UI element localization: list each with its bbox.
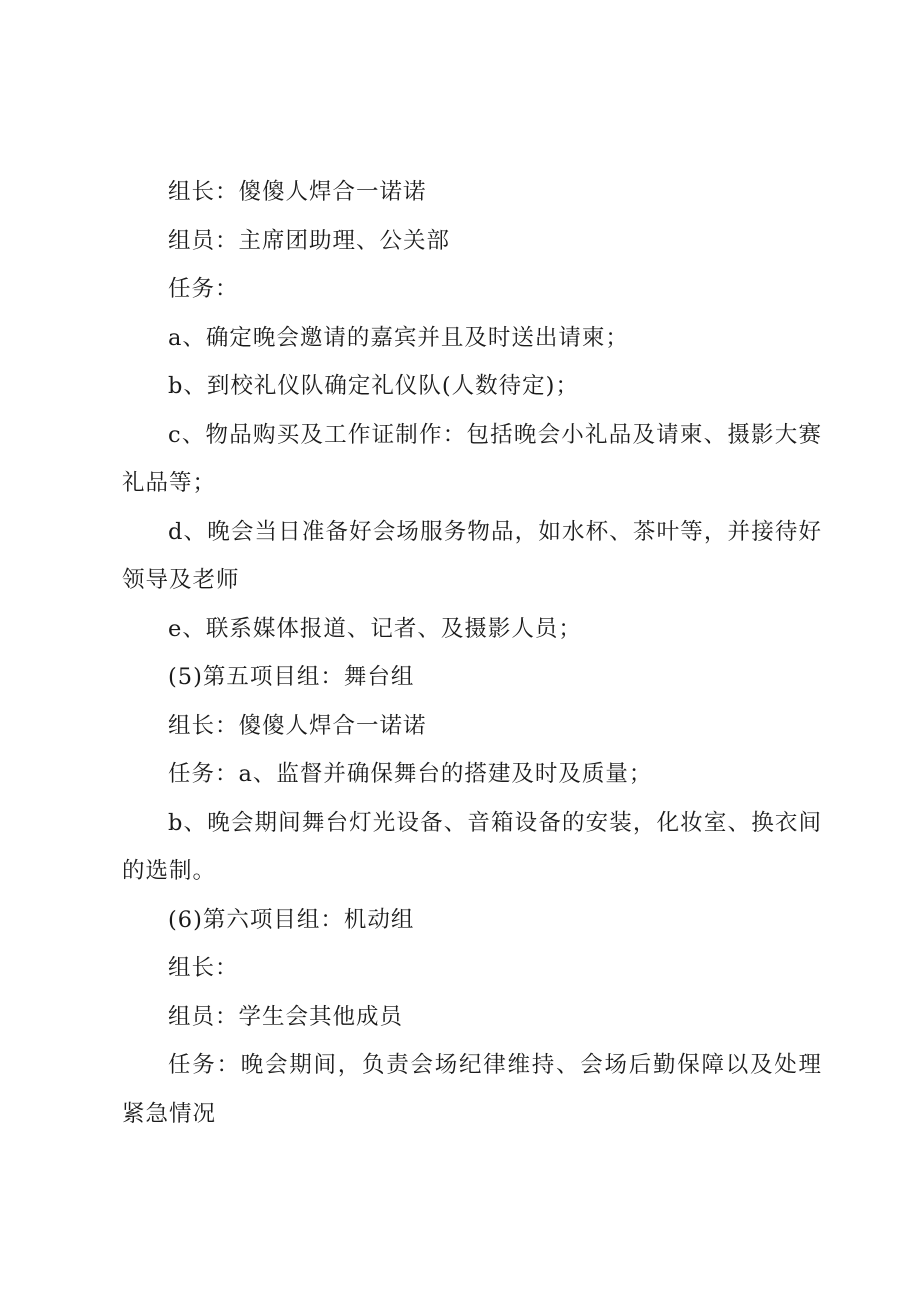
document-body bbox=[122, 168, 822, 1138]
paragraph-task-a: a、确定晚会邀请的嘉宾并且及时送出请柬； bbox=[168, 324, 629, 351]
paragraph-task-mobile: 任务：晚会期间，负责会场纪律维持、会场后勤保障以及处理紧急情况 bbox=[122, 1052, 822, 1127]
section-heading-mobile: (6)第六项目组：机动组 bbox=[168, 906, 415, 933]
paragraph-stage-task-b: b、晚会期间舞台灯光设备、音箱设备的安装，化妆室、换衣间的选制。 bbox=[122, 809, 822, 884]
paragraph-members-mobile: 组员：学生会其他成员 bbox=[168, 1003, 404, 1030]
paragraph-stage-task-a: 任务：a、监督并确保舞台的搭建及时及质量； bbox=[168, 761, 653, 787]
paragraph-leader-stage: 组长：傻傻人焊合一诺诺 bbox=[168, 712, 427, 739]
paragraph-task-c: c、物品购买及工作证制作：包括晚会小礼品及请柬、摄影大赛礼品等； bbox=[122, 421, 822, 496]
paragraph-leader-1: 组长：傻傻人焊合一诺诺 bbox=[168, 179, 427, 205]
paragraph-members-1: 组员：主席团助理、公关部 bbox=[168, 227, 451, 254]
paragraph-task-e: e、联系媒体报道、记者、及摄影人员； bbox=[168, 615, 582, 642]
paragraph-task-b: b、到校礼仪队确定礼仪队(人数待定)； bbox=[168, 373, 579, 399]
paragraph-leader-mobile: 组长： bbox=[168, 955, 239, 981]
paragraph-task-heading: 任务： bbox=[168, 276, 239, 302]
paragraph-task-d: d、晚会当日准备好会场服务物品，如水杯、茶叶等，并接待好领导及老师 bbox=[122, 518, 822, 593]
section-heading-stage: (5)第五项目组：舞台组 bbox=[168, 664, 415, 690]
